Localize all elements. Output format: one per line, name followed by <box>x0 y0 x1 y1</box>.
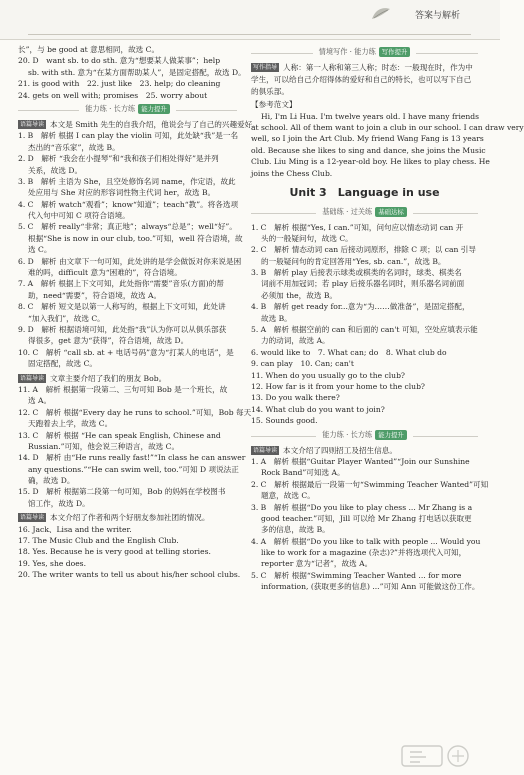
answer-line: 17. The Music Club and the English Club. <box>18 536 179 546</box>
answer-line: 15. Sounds good. <box>251 416 318 426</box>
answer-line: 1. C 解析 根据“Yes, I can.”可知，问句应以情态动词 can 开 <box>251 222 464 232</box>
text-line: 24. gets on well with; promises 25. worry about <box>18 90 208 100</box>
answer-line: 固定搭配，故选 C。 <box>28 359 97 369</box>
answer-line: 力的动词，故选 A。 <box>261 336 330 346</box>
answer-line: 4. B 解析 get ready for...意为“为……做准备”，是固定搭配， <box>251 302 470 312</box>
watermark-stamp-icon <box>400 743 478 771</box>
answer-line: 20. The writer wants to tell us about his/her school clubs. <box>18 570 241 580</box>
answer-line: 得很多，get 意为“获得”，符合语境，故选 D。 <box>28 336 189 346</box>
section-label: 能力练 · 长方练 能力提升 <box>79 104 176 115</box>
answer-line: 14. D 解析 由“He runs really fast!”“In class he can answer <box>18 453 246 463</box>
sample-essay <box>251 111 524 179</box>
answer-line: 5. A 解析 根据空前的 can 和后面的 can't 可知，空处应填表示能 <box>251 325 478 335</box>
answer-list <box>251 222 478 427</box>
passage-intro: 语篇导读 文章主要介绍了我们的朋友 Bob。 <box>20 373 167 383</box>
answer-line: information, (获取更多的信息) ...”可知 Ann 可能做这份工作。 <box>261 582 480 592</box>
answer-line: 2. C 解析 根据最后一段第一句“Swimming Teacher Wanted”可知 <box>251 479 489 489</box>
answer-line: 15. D 解析 根据第二段第一句可知，Bob 的妈妈在学校图书 <box>18 487 226 497</box>
answer-line: 2. D 解析 “我会在小提琴”和“我和孩子们相处得好”是并列 <box>18 154 219 164</box>
answer-line: 11. When do you usually go to the club? <box>251 370 406 380</box>
answer-line: 杰出的“音乐家”，故选 B。 <box>28 142 120 152</box>
section-header <box>251 429 478 443</box>
answer-list <box>18 130 243 369</box>
intro-tag: 语篇导读 <box>20 120 45 128</box>
text-line: sb. with sth. 意为“在某方面帮助某人”，是固定搭配，故选 D。 <box>28 67 246 77</box>
answer-line: 13. C 解析 根据 “He can speak English, Chinese and <box>18 430 221 440</box>
answer-line: reporter 意为“记者”，故选 A。 <box>261 559 373 569</box>
passage-intro: 语篇导读 本文介绍了四则招工及招生信息。 <box>253 445 397 455</box>
answer-line: 5. C 解析 really“非常；真正地”；always“总是”；well“好”。 <box>18 222 237 232</box>
answer-line: 题意，故选 C。 <box>261 491 315 501</box>
answer-line: 18. Yes. Because he is very good at telling stories. <box>18 547 211 557</box>
answer-line: 9. can play 10. Can; can't <box>251 359 354 369</box>
passage-intro: 语篇导读 本文介绍了作者和两个好朋友参加社团的情况。 <box>20 513 210 523</box>
answer-line: 5. C 解析 根据“Swimming Teacher Wanted ... for more <box>251 570 462 580</box>
section-header <box>251 206 478 220</box>
answer-line: 8. C 解析 短文是以第一人称写的，根据上下文可知，此处讲 <box>18 302 226 312</box>
answer-line: 16. Jack、Lisa and the writer. <box>18 524 132 534</box>
answer-line: 13. Do you walk there? <box>251 393 340 403</box>
section-label: 能力练 · 长方练 能力提升 <box>316 430 413 441</box>
answer-line: 多的信息，故选 B。 <box>261 525 330 535</box>
intro-tag: 语篇导读 <box>20 374 45 382</box>
passage-intro: 语篇导读 本文是 Smith 先生的自我介绍，他说会与了自己的兴趣爱好。 <box>20 119 260 129</box>
essay-line: Hi, I'm Li Hua. I'm twelve years old. I have many friends <box>261 111 480 121</box>
essay-line: Club. Liu Ming is a 12-year-old boy. He likes to play chess. He <box>251 157 490 167</box>
answer-line: 处应用与 She 对应的形容词性物主代词 her，故选 B。 <box>28 188 216 198</box>
writing-guide: 写作指导 人称：第一人称和第三人称；时态：一般现在时，作为中学生，可以给自己介绍得体的爱好和自己的特长，也可以写下自己的俱乐部。 <box>251 63 473 96</box>
intro-tag: 语篇导读 <box>253 446 278 454</box>
section-header <box>18 103 237 117</box>
intro-tag: 语篇导读 <box>20 514 45 522</box>
essay-line: well, so I join the Art Club. My friend Wang Fang is 13 years <box>251 134 484 144</box>
answer-line: 4. C 解析 watch“观看”；know“知道”；teach“教”。将各选项 <box>18 199 239 209</box>
unit-title: Unit 3 Language in use <box>289 186 440 200</box>
answer-line: “加入我们”，故选 C。 <box>28 313 105 323</box>
answer-line: 10. C 解析 “call sb. at + 电话号码”意为“打某人的电话”，是 <box>18 347 234 357</box>
answer-line: 必须加 the，故选 B。 <box>261 290 337 300</box>
answer-line: 9. D 解析 根据语境可知，此处指“我”认为你可以从俱乐部获 <box>18 324 227 334</box>
answer-line: 12. C 解析 根据“Every day he runs to school.”可知，Bob 每天 <box>18 407 252 417</box>
answer-line: 11. A 解析 根据第一段第二、三句可知 Bob 是一个班长，故 <box>18 384 228 394</box>
essay-line: at school. All of them want to join a club in our school. I can draw very <box>251 123 524 133</box>
answer-line: 天跑着去上学，故选 C。 <box>28 419 113 429</box>
answer-line: 的一般疑问句的肯定回答用“Yes, sb. can.”，故选 B。 <box>261 256 446 266</box>
left-column <box>18 44 260 764</box>
header-rule <box>28 34 471 35</box>
answer-line: like to work for a magazine (杂志)?”并将选项代入可知， <box>261 548 467 558</box>
essay-line: old. Because she likes to sing and dance, she joins the Music <box>251 145 486 155</box>
answer-line: 19. Yes, she does. <box>18 558 86 568</box>
answer-line: 1. B 解析 根据 I can play the violin 可知，此处缺“我”是一名 <box>18 131 239 141</box>
answer-line: 选 A。 <box>28 396 52 406</box>
answer-line: 头的一般疑问句，故选 C。 <box>261 233 353 243</box>
leaf-logo-icon <box>370 6 392 22</box>
section-badge: 写作提升 <box>379 47 411 57</box>
answer-line: 难的吗，difficult 意为“困难的”，符合语境。 <box>28 268 182 278</box>
answer-line: 3. B 解析 根据“Do you like to play chess ... Mr Zhang is a <box>251 502 473 512</box>
answer-line: Rock Band”可知选 A。 <box>261 468 345 478</box>
answer-line: 6. D 解析 由文章下一句可知，此处讲的是学会做饭对你来说是困 <box>18 256 242 266</box>
answer-line: 12. How far is it from your home to the club? <box>251 382 425 391</box>
answer-line: Russian.”可知，他会说三种语言，故选 C。 <box>28 441 180 451</box>
answer-line: 3. B 解析 主语为 She，且空处修饰名词 name，作定语，故此 <box>18 176 236 186</box>
brand-text: 答案与解析 <box>414 11 460 21</box>
answer-line: 助，need“需要”，符合语境，故选 A。 <box>28 290 162 300</box>
sample-title: 【参考范文】 <box>251 100 297 110</box>
intro-tag: 写作指导 <box>253 64 278 71</box>
section-label: 基础练 · 过关练 基础达标 <box>316 207 413 218</box>
text-line: 20. D want sb. to do sth. 意为“想要某人做某事”；help <box>18 56 221 66</box>
answer-list <box>251 456 489 593</box>
answer-line: any questions.”“He can swim well, too.”可知 D 项说法正 <box>28 464 239 474</box>
section-badge: 能力提升 <box>375 430 407 440</box>
answer-line: 6. would like to 7. What can; do 8. What club do <box>251 347 447 357</box>
answer-line: 选 C。 <box>28 245 52 255</box>
answer-list <box>18 384 252 509</box>
answer-line: 故选 B。 <box>261 313 292 323</box>
answer-line: good teacher.”可知，Jill 可以给 Mr Zhang 打电话以获取更 <box>261 513 472 523</box>
answer-line: 确，故选 D。 <box>28 476 75 486</box>
answer-line: 7. A 解析 根据上下文可知，此处指你“需要”音乐(方面)的帮 <box>18 279 224 289</box>
essay-line: joins the Chess Club. <box>251 168 333 178</box>
answer-line: 馆工作，故选 D。 <box>28 498 90 508</box>
text-line: 21. is good with 22. just like 23. help; do cleaning <box>18 79 221 89</box>
answer-line: 14. What club do you want to join? <box>251 404 385 414</box>
section-label: 情境写作 · 能力练 写作提升 <box>313 47 417 58</box>
section-header <box>251 46 478 60</box>
answer-line: 4. A 解析 根据“Do you like to talk with people ... Would you <box>251 536 481 546</box>
answer-line: 代入句中可知 C 项符合语境。 <box>28 211 130 221</box>
section-badge: 基础达标 <box>375 207 407 217</box>
answer-list <box>18 524 241 581</box>
right-column <box>251 44 524 764</box>
answer-line: 关系，故选 D。 <box>28 165 83 175</box>
answer-line: 2. C 解析 情态动词 can 后接动词原形，排除 C 项；以 can 引导 <box>251 245 476 255</box>
answer-line: 根据“She is now in our club, too.”可知，well 符合语境，故 <box>28 233 243 243</box>
answer-line: 3. B 解析 play 后接表示球类或棋类的名词时，球类、棋类名 <box>251 268 462 278</box>
text-line: 长”，与 be good at 意思相同，故选 C。 <box>18 45 160 54</box>
answer-line: 词前不用加冠词；若 play 后接乐器名词时，则乐器名词前面 <box>261 279 465 289</box>
answer-line: 1. A 解析 根据“Guitar Player Wanted”“Join our Sunshine <box>251 456 470 466</box>
section-badge: 能力提升 <box>138 104 170 114</box>
